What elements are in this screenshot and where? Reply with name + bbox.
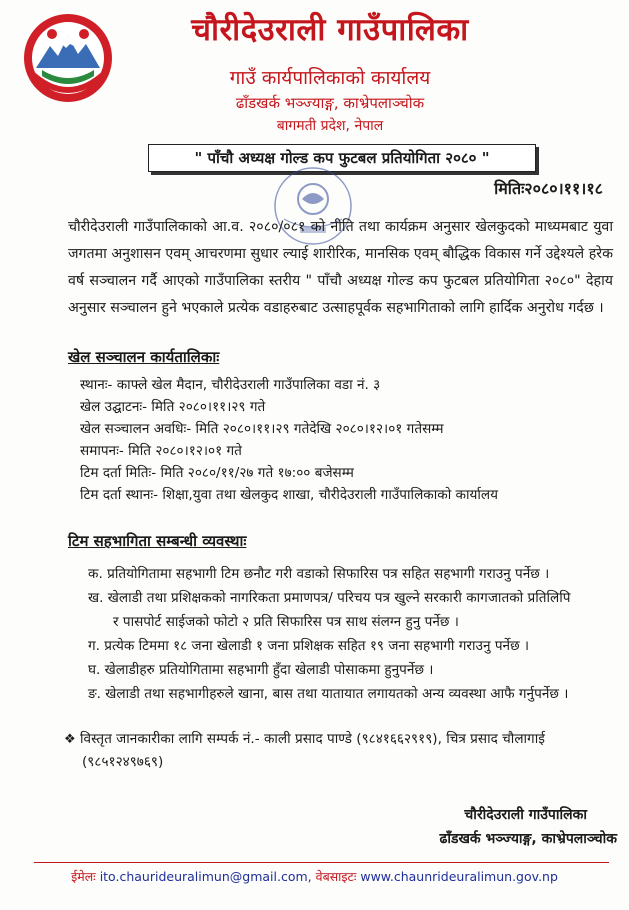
schedule-item-registration-place: टिम दर्ता स्थानः- शिक्षा,युवा तथा खेलकुद शाखा, चौरीदेउराली गाउँपालिकाको कार्यालय xyxy=(80,487,498,503)
schedule-item-registration-date: टिम दर्ता मितिः- मिति २०८०/११/२७ गते १७:०० बजेसम्म xyxy=(80,465,354,481)
arrangement-list xyxy=(88,562,623,706)
contact-info xyxy=(64,728,620,774)
arrangement-item-kha-cont: र पासपोर्ट साईजको फोटो २ प्रति सिफारिस पत्र साथ संलग्न हुनु पर्नेछ । xyxy=(113,614,459,630)
arrangement-heading: टिम सहभागिता सम्बन्धी व्यवस्थाः xyxy=(68,532,247,550)
footer-divider xyxy=(34,862,609,863)
letter-date: मितिः२०८०।११।१८ xyxy=(494,179,603,198)
signature-place: ढाँडखर्क भञ्ज्याङ्ग, काभ्रेपलाञ्चोक xyxy=(439,831,617,847)
signature-name: चौरीदेउराली गाउँपालिका xyxy=(464,807,587,823)
schedule-item-closing: समापनः- मिति २०८०।१२।०१ गते xyxy=(80,443,242,459)
government-emblem-icon xyxy=(22,12,114,104)
schedule-list xyxy=(80,374,620,506)
schedule-item-opening: खेल उद्घाटनः- मिति २०८०।११।२९ गते xyxy=(80,399,266,415)
contact-line-2: (९८५१२४९७६९) xyxy=(82,754,164,770)
office-address: ढाँडखर्क भञ्ज्याङ्ग, काभ्रेपलाञ्चोक xyxy=(235,94,425,112)
email-label: ईमेलः xyxy=(71,869,96,884)
arrangement-item-ka: क. प्रतियोगितामा सहभागी टिम छनौट गरी वडाको सिफारिस पत्र सहित सहभागी गराउनु पर्नेछ । xyxy=(88,566,550,582)
footer xyxy=(0,868,629,885)
office-name: गाउँ कार्यपालिकाको कार्यालय xyxy=(229,67,431,89)
arrangement-item-gha: घ. खेलाडीहरु प्रतियोगितामा सहभागी हुँदा खेलाडी पोसाकमा हुनुपर्नेछ । xyxy=(88,662,434,678)
body-paragraph: चौरीदेउराली गाउँपालिकाको आ.व. २०८०/०८१ को नीति तथा कार्यक्रम अनुसार खेलकुदको माध्यमबाट युवा जगतमा अनुशासन एवम् आचरणमा सुधार ल्याई शारीरिक, मानसिक एवम् बौद्धिक विकास गर्ने उद्देश्यले हरेक वर्ष सञ्चालन गर्दै आएको गाउँपालिका स्तरीय " पाँचौ अध्यक्ष गोल्ड कप फुटबल प्रतियोगिता २०८०" देहाय अनुसार सञ्चालन हुने भएकाले प्रत्येक वडाहरुबाट उत्साहपूर्वक सहभागिताको लागि हार्दिक अनुरोध गर्दछ । xyxy=(68,219,613,316)
website-label: वेबसाइटः xyxy=(315,869,357,884)
schedule-heading: खेल सञ्चालन कार्यतालिकाः xyxy=(68,348,220,366)
schedule-item-duration: खेल सञ्चालन अवधिः- मिति २०८०।११।२९ गतेदेखि २०८०।१२।०१ गतेसम्म xyxy=(80,421,444,437)
email-link[interactable]: ito.chaurideuralimun@gmail.com, xyxy=(99,869,312,884)
arrangement-item-ga: ग. प्रत्येक टिममा १८ जना खेलाडी १ जना प्रशिक्षक सहित १९ जना सहभागी गराउनु पर्नेछ । xyxy=(88,638,530,654)
schedule-item-venue: स्थानः- काफ्ले खेल मैदान, चौरीदेउराली गाउँपालिका वडा नं. ३ xyxy=(80,377,381,393)
contact-line-1: विस्तृत जानकारीका लागि सम्पर्क नं.- काली प्रसाद पाण्डे (९८४१६६२९१९), चित्र प्रसाद चौलागाई xyxy=(79,731,545,747)
website-link[interactable]: www.chaunrideuralimun.gov.np xyxy=(360,869,558,884)
arrangement-item-kha: ख. खेलाडी तथा प्रशिक्षकको नागरिकता प्रमाणपत्र/ परिचय पत्र खुल्ने सरकारी कागजातको प्रतिलिपि xyxy=(88,590,571,606)
arrangement-item-nga: ङ. खेलाडी तथा सहभागीहरुले खाना, बास तथा यातायात लगायतको अन्य व्यवस्था आफै गर्नुपर्नेछ । xyxy=(88,686,569,702)
page-title: चौरीदेउराली गाउँपालिका xyxy=(191,12,469,48)
diamond-bullet-icon: ❖ xyxy=(64,732,76,747)
subject-banner: " पाँचौ अध्यक्ष गोल्ड कप फुटबल प्रतियोगिता २०८० " xyxy=(148,144,536,172)
office-province: बागमती प्रदेश, नेपाल xyxy=(276,118,384,134)
